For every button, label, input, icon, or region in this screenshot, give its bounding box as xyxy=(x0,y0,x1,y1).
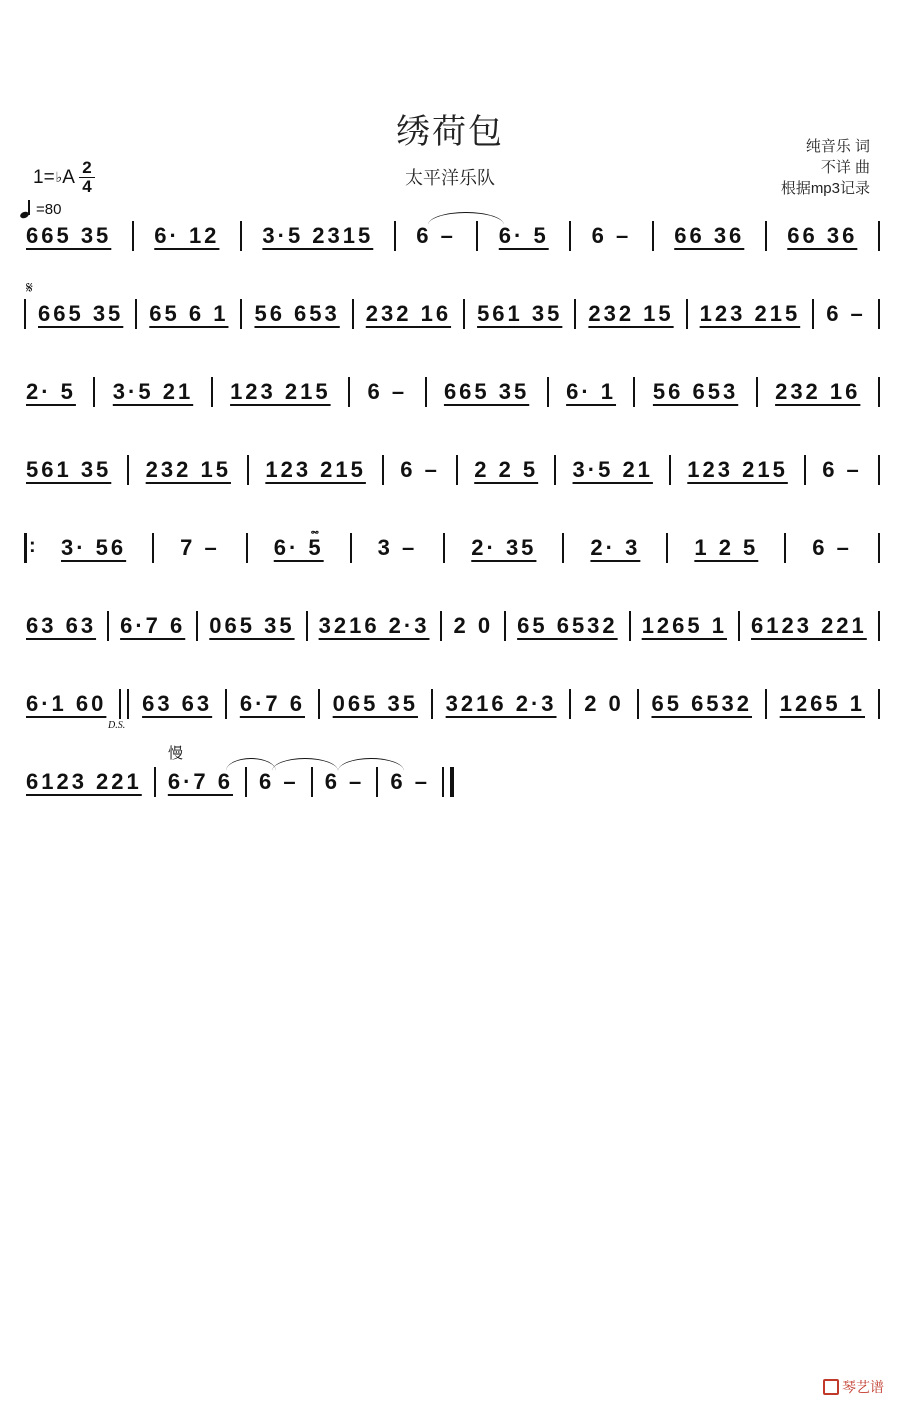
barline xyxy=(135,299,137,329)
barline xyxy=(666,533,668,563)
barline xyxy=(804,455,806,485)
barline xyxy=(127,455,129,485)
ds-marking: D.S. xyxy=(108,720,126,731)
barline xyxy=(562,533,564,563)
measure: 6·7 6 xyxy=(167,769,233,794)
barline xyxy=(246,533,248,563)
key-signature xyxy=(33,160,95,195)
repeat-start-barline xyxy=(24,533,35,563)
barline xyxy=(152,533,154,563)
barline xyxy=(245,767,247,797)
measure: 56 653 xyxy=(652,379,739,404)
measure: 123 215 xyxy=(699,301,801,326)
measure: 065 35 xyxy=(209,613,295,638)
barline xyxy=(196,611,198,641)
barline xyxy=(738,611,740,641)
measure: 56 653 xyxy=(254,301,340,326)
barline xyxy=(878,455,880,485)
barline xyxy=(765,221,767,251)
measure: 6· 1 xyxy=(566,379,617,404)
mordent-icon: 𝆗 xyxy=(311,522,319,538)
measure: 66 36 xyxy=(674,223,745,248)
measure: 7 – xyxy=(180,535,220,560)
measure: 1265 1 xyxy=(641,613,727,638)
barline xyxy=(463,299,465,329)
credit-lyrics: 纯音乐 词 xyxy=(805,138,870,155)
measure: 6 – xyxy=(591,223,632,248)
measure: 6·1 60 xyxy=(26,691,107,716)
measure: 6123 221 xyxy=(26,769,142,794)
score-row xyxy=(24,606,880,646)
barline xyxy=(504,611,506,641)
barline xyxy=(306,611,308,641)
measure: 2 0 xyxy=(453,613,494,638)
score-row xyxy=(24,762,454,802)
barline xyxy=(669,455,671,485)
measure: 65 6 1 xyxy=(149,301,229,326)
barline xyxy=(352,299,354,329)
measure: 6· 5 xyxy=(498,223,549,248)
flat-icon: ♭ xyxy=(55,169,63,185)
measure: 2· 35 xyxy=(471,535,537,560)
score-row xyxy=(24,294,880,334)
logo-icon xyxy=(823,1379,839,1395)
barline xyxy=(547,377,549,407)
measure: 561 35 xyxy=(477,301,563,326)
measure: 6 – xyxy=(324,769,365,794)
measure: 232 16 xyxy=(775,379,861,404)
score-row xyxy=(24,528,880,568)
barline xyxy=(240,221,242,251)
key-note: A xyxy=(62,166,75,188)
measure: 2· 5 xyxy=(26,379,76,404)
measure: 3·5 21 xyxy=(572,457,653,482)
measure: 232 16 xyxy=(365,301,452,326)
measure: 123 215 xyxy=(687,457,788,482)
measure: 123 215 xyxy=(230,379,331,404)
measure: 6 – xyxy=(416,223,456,248)
barline xyxy=(440,611,442,641)
measure: 665 35 xyxy=(38,301,124,326)
measure: 6· 12 xyxy=(154,223,220,248)
time-signature xyxy=(79,160,95,195)
barline xyxy=(431,689,433,719)
credit-source: 根据mp3记录 xyxy=(780,180,870,197)
measure: 3·5 21 xyxy=(112,379,194,404)
measure: 6 – xyxy=(259,769,299,794)
barline xyxy=(443,533,445,563)
barline xyxy=(652,221,654,251)
barline xyxy=(476,221,478,251)
score-row xyxy=(24,450,880,490)
barline xyxy=(247,455,249,485)
barline xyxy=(569,689,571,719)
barline xyxy=(878,299,880,329)
measure: 2 0 xyxy=(584,691,624,716)
barline xyxy=(686,299,688,329)
measure: 6 – xyxy=(826,301,866,326)
measure: 1265 1 xyxy=(779,691,865,716)
measure: 66 36 xyxy=(787,223,858,248)
measure: 3·5 2315 xyxy=(262,223,374,248)
barline xyxy=(456,455,458,485)
barline xyxy=(132,221,134,251)
measure: 6·7 6 xyxy=(120,613,186,638)
barline xyxy=(554,455,556,485)
measure: 3216 2·3 xyxy=(445,691,557,716)
measure: 6·7 6 xyxy=(239,691,305,716)
barline xyxy=(629,611,631,641)
measure: 63 63 xyxy=(142,691,213,716)
measure: 665 35 xyxy=(443,379,530,404)
measure: 3216 2·3 xyxy=(318,613,430,638)
barline xyxy=(382,455,384,485)
barline xyxy=(240,299,242,329)
barline xyxy=(878,377,880,407)
measure: 2· 3 xyxy=(590,535,641,560)
barline xyxy=(107,611,109,641)
barline xyxy=(574,299,576,329)
time-signature-bottom: 4 xyxy=(82,177,92,196)
measure: 665 35 xyxy=(26,223,112,248)
measure: 6123 221 xyxy=(751,613,867,638)
measure: 3· 56 xyxy=(61,535,127,560)
barline xyxy=(225,689,227,719)
barline xyxy=(211,377,213,407)
barline xyxy=(311,767,313,797)
barline xyxy=(376,767,378,797)
measure: 561 35 xyxy=(26,457,112,482)
barline xyxy=(878,611,880,641)
barline xyxy=(318,689,320,719)
time-signature-top: 2 xyxy=(82,158,92,177)
barline xyxy=(878,533,880,563)
logo-text: 琴艺谱 xyxy=(842,1379,884,1395)
barline xyxy=(24,299,26,329)
site-logo xyxy=(823,1377,884,1397)
barline xyxy=(756,377,758,407)
barline xyxy=(350,533,352,563)
score-title: 绣荷包 xyxy=(396,113,504,151)
measure: 6 – xyxy=(822,457,862,482)
slow-marking: 慢 xyxy=(168,745,184,762)
measure: 6 – xyxy=(367,379,408,404)
score-subtitle: 太平洋乐队 xyxy=(405,168,495,188)
barline xyxy=(878,689,880,719)
credits xyxy=(690,136,870,199)
score-row xyxy=(24,684,880,724)
final-barline xyxy=(442,767,454,797)
barline xyxy=(154,767,156,797)
barline xyxy=(878,221,880,251)
measure: 65 6532 xyxy=(517,613,618,638)
measure: 6· 5 xyxy=(273,535,324,560)
credit-composer: 不详 曲 xyxy=(820,159,870,176)
measure: 232 15 xyxy=(588,301,674,326)
measure: 1 2 5 xyxy=(694,535,759,560)
measure: 6 – xyxy=(812,535,852,560)
barline xyxy=(765,689,767,719)
measure: 065 35 xyxy=(332,691,418,716)
barline xyxy=(812,299,814,329)
segno-icon: 𝄋 xyxy=(26,280,33,297)
measure: 232 15 xyxy=(145,457,231,482)
barline xyxy=(394,221,396,251)
measure: 6 – xyxy=(400,457,440,482)
barline xyxy=(784,533,786,563)
score-row xyxy=(24,372,880,412)
barline xyxy=(569,221,571,251)
barline xyxy=(425,377,427,407)
measure: 3 – xyxy=(377,535,418,560)
barline xyxy=(93,377,95,407)
measure: 6 – xyxy=(390,769,430,794)
measure: 2 2 5 xyxy=(474,457,539,482)
measure: 123 215 xyxy=(265,457,366,482)
tempo-value: =80 xyxy=(36,200,62,218)
barline xyxy=(348,377,350,407)
barline xyxy=(633,377,635,407)
key-prefix: 1= xyxy=(33,166,55,188)
barline xyxy=(637,689,639,719)
measure: 63 63 xyxy=(26,613,97,638)
repeat-end-barline xyxy=(119,689,129,719)
measure: 65 6532 xyxy=(651,691,753,716)
score-row xyxy=(24,216,880,256)
